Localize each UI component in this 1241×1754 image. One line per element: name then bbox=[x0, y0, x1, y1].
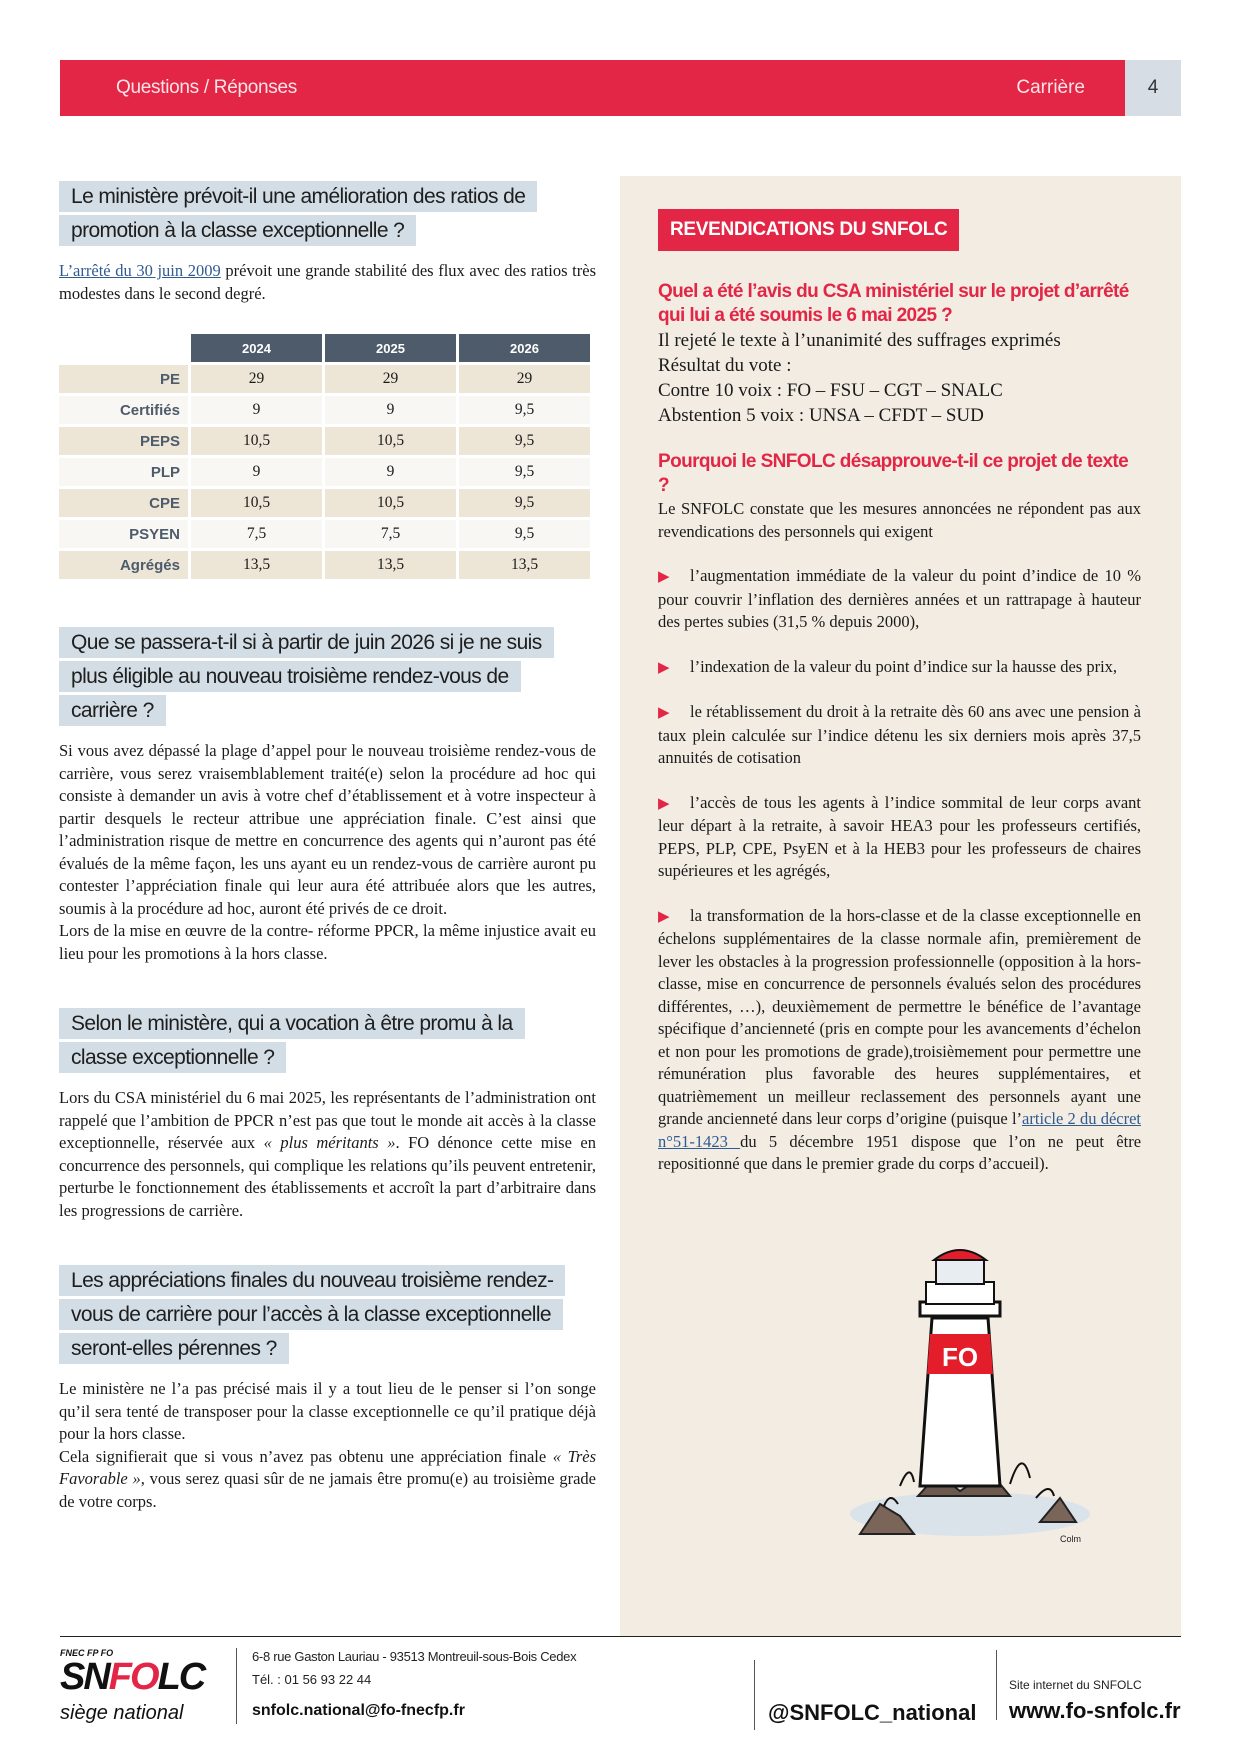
ratio-cell: 9,5 bbox=[459, 458, 590, 486]
fo-label: FO bbox=[941, 1342, 979, 1372]
sidebar-content bbox=[658, 280, 1141, 1176]
ratio-cell: 9,5 bbox=[459, 427, 590, 455]
logo-subtitle: siège national bbox=[60, 1702, 184, 1724]
demand-text: du 5 décembre 1951 dispose que l’on ne peut être repositionné que dans le premier grade du corps d’accueil). bbox=[658, 1131, 1142, 1173]
table-row bbox=[59, 427, 590, 455]
row-label: PE bbox=[59, 365, 188, 393]
question-title: Selon le ministère, qui a vocation à être promu à la classe exceptionnelle ? bbox=[59, 1008, 525, 1073]
demand-text: l’augmentation immédiate de la valeur du point d’indice de 10 % pour couvrir l’inflation des dernières années et un rattrapage à hauteur des pertes subies (31,5 % depuis 2000), bbox=[658, 566, 1141, 631]
question-vocation bbox=[59, 1007, 596, 1222]
logo-federation: FNEC FP FO bbox=[60, 1648, 114, 1658]
ratio-cell: 29 bbox=[325, 365, 456, 393]
answer-paragraph: Le ministère ne l’a pas précisé mais il y a tout lieu de le penser si l’on songe qu’il sera tenté de transposer pour la classe exceptionnelle ce qu’il pratique déjà pour la hors classe. bbox=[59, 1379, 596, 1443]
site-url[interactable]: www.fo-snfolc.fr bbox=[1009, 1698, 1181, 1723]
vote-line: Résultat du vote : bbox=[658, 355, 792, 376]
header-section: Questions / Réponses bbox=[116, 77, 297, 98]
ratio-cell: 10,5 bbox=[191, 489, 322, 517]
demand-text: l’indexation de la valeur du point d’indice sur la hausse des prix, bbox=[690, 656, 1118, 676]
demand-item bbox=[658, 792, 1141, 883]
demand-item bbox=[658, 701, 1141, 770]
triangle-bullet-icon: ▶ bbox=[658, 705, 670, 721]
lantern-shape bbox=[936, 1260, 984, 1284]
ratio-cell: 9 bbox=[325, 458, 456, 486]
table-header-row bbox=[59, 334, 590, 362]
question-title: Le ministère prévoit-il une amélioration des ratios de promotion à la classe exceptionnelle ? bbox=[59, 181, 537, 246]
logo-part: LC bbox=[157, 1656, 205, 1698]
railing-shape bbox=[926, 1282, 994, 1304]
table-row bbox=[59, 365, 590, 393]
footer-separator bbox=[996, 1650, 997, 1720]
row-label: CPE bbox=[59, 489, 188, 517]
ratio-cell: 10,5 bbox=[325, 427, 456, 455]
demand-item bbox=[658, 565, 1141, 634]
ratio-cell: 9,5 bbox=[459, 520, 590, 548]
column-header: 2024 bbox=[191, 334, 322, 362]
ratio-cell: 13,5 bbox=[459, 551, 590, 579]
ratio-cell: 13,5 bbox=[191, 551, 322, 579]
arrete-link[interactable]: L’arrêté du 30 juin 2009 bbox=[59, 261, 221, 280]
quote-text: « plus méritants » bbox=[263, 1133, 396, 1152]
ratio-cell: 29 bbox=[459, 365, 590, 393]
page-footer bbox=[60, 1640, 1181, 1750]
footer-divider bbox=[60, 1636, 1181, 1637]
sidebar-question-title: Quel a été l’avis du CSA ministériel sur le projet d’arrêté qui lui a été soumis le 6 mai 2025 ? bbox=[658, 281, 1129, 326]
vote-line: Contre 10 voix : FO – FSU – CGT – SNALC bbox=[658, 380, 1003, 401]
snfolc-logo bbox=[60, 1656, 204, 1699]
demand-text: le rétablissement du droit à la retraite dès 60 ans avec une pension à taux plein calculée sur l’indice détenu les six derniers mois après 37,5 annuités de cotisation bbox=[658, 702, 1141, 767]
sidebar-intro: Le SNFOLC constate que les mesures annoncées ne répondent pas aux revendications des personnels qui exigent bbox=[658, 499, 1141, 541]
answer-paragraph: Lors de la mise en œuvre de la contre- réforme PPCR, la même injustice avait eu lieu pour les promotions à la hors classe. bbox=[59, 921, 596, 963]
table-corner bbox=[59, 334, 188, 362]
question-title: Que se passera-t-il si à partir de juin 2026 si je ne suis plus éligible au nouveau troisième rendez-vous de carrière ? bbox=[59, 627, 554, 726]
triangle-bullet-icon: ▶ bbox=[658, 795, 670, 812]
lantern-roof bbox=[934, 1250, 986, 1260]
logo-part: SN bbox=[60, 1656, 109, 1698]
triangle-bullet-icon: ▶ bbox=[658, 659, 670, 676]
table-row bbox=[59, 458, 590, 486]
decret-link[interactable]: article 2 du décret n°51-1423 bbox=[658, 1109, 1141, 1151]
ratio-cell: 9 bbox=[191, 396, 322, 424]
table-row bbox=[59, 551, 590, 579]
footer-phone: Tél. : 01 56 93 22 44 bbox=[252, 1672, 372, 1687]
ratio-cell: 7,5 bbox=[191, 520, 322, 548]
ratios-table bbox=[56, 331, 593, 582]
answer-paragraph bbox=[59, 1087, 596, 1222]
header-category: Carrière bbox=[1016, 77, 1085, 98]
row-label: PLP bbox=[59, 458, 188, 486]
ratio-cell: 9,5 bbox=[459, 396, 590, 424]
row-label: PSYEN bbox=[59, 520, 188, 548]
ratio-cell: 29 bbox=[191, 365, 322, 393]
ratio-cell: 13,5 bbox=[325, 551, 456, 579]
demand-item bbox=[658, 656, 1141, 680]
question-answer bbox=[59, 260, 596, 305]
vote-line: Abstention 5 voix : UNSA – CFDT – SUD bbox=[658, 405, 984, 426]
answer-text: Cela signifierait que si vous n’avez pas obtenu une appréciation finale bbox=[59, 1446, 553, 1466]
twitter-handle[interactable]: @SNFOLC_national bbox=[768, 1700, 977, 1725]
revendications-sidebar bbox=[620, 176, 1181, 1636]
page-number: 4 bbox=[1125, 60, 1181, 116]
ratio-cell: 9 bbox=[325, 396, 456, 424]
answer-text: , vous serez quasi sûr de ne jamais être promu(e) au troisième grade de votre corps. bbox=[59, 1469, 596, 1511]
question-eligibility bbox=[59, 626, 596, 965]
page-header bbox=[60, 60, 1181, 116]
footer-address: 6-8 rue Gaston Lauriau - 93513 Montreuil-sous-Bois Cedex bbox=[252, 1649, 577, 1664]
ratios-table-wrap bbox=[59, 331, 596, 582]
vote-line: Il rejeté le texte à l’unanimité des suffrages exprimés bbox=[658, 330, 1061, 351]
column-header: 2025 bbox=[325, 334, 456, 362]
answer-paragraph: Si vous avez dépassé la plage d’appel pour le nouveau troisième rendez-vous de carrière, vous serez vraisemblablement traité(e) selon la procédure ad hoc qui consiste à demander un avis à votre chef d’établissement et à votre inspecteur à partir desquels le recteur attribue une appréciation finale. C’est ainsi que l’administration risque de mettre en concurrence des agents qui n’auront pas été évalués de la même façon, les uns ayant eu un rendez-vous de carrière auront pu contester l’appréciation finale qui leur aura été attribuée alors que les autres, soumis à la procédure ad hoc, auront été privés de ce droit. bbox=[59, 741, 596, 918]
footer-email[interactable]: snfolc.national@fo-fnecfp.fr bbox=[252, 1702, 465, 1719]
quote-text: « Très Favorable » bbox=[59, 1446, 596, 1488]
answer-paragraph bbox=[59, 1446, 596, 1514]
artist-signature: Colm bbox=[1060, 1534, 1082, 1544]
sidebar-question-title: Pourquoi le SNFOLC désapprouve-t-il ce projet de texte ? bbox=[658, 451, 1129, 496]
logo-part: FO bbox=[108, 1656, 158, 1698]
demand-text: la transformation de la hors-classe et de la classe exceptionnelle en échelons supplémentaires de la classe normale afin, premièrement de lever les obstacles à la progression professionnelle (opposition à la hors-classe, mise en concurrence de personnels évalués selon des procédures différentes, …), deuxièmement de permettre le bénéfice de l’avantage spécifique d’ancienneté (pris en compte pour les avancements d’échelon et non pour les promotions de grade),troisièmement pour permettre une rémunération plus favorable des heures supplémentaires, et quatrièmement un meilleur reclassement des personnels ayant une grande ancienneté dans leur corps d’origine (puisque l’ bbox=[658, 905, 1141, 1128]
table-row bbox=[59, 489, 590, 517]
row-label: PEPS bbox=[59, 427, 188, 455]
table-row bbox=[59, 396, 590, 424]
question-perennity bbox=[59, 1264, 596, 1513]
answer-text: . FO dénonce cette mise en concurrence des personnels, qui complique les relations qu’ils peuvent entretenir, perturbe le fonctionnement des établissements et accroît la part d’arbitraire dans les progressions de carrière. bbox=[59, 1133, 597, 1220]
ratio-cell: 10,5 bbox=[191, 427, 322, 455]
row-label: Agrégés bbox=[59, 551, 188, 579]
lighthouse-illustration bbox=[840, 1246, 1100, 1556]
ratio-cell: 10,5 bbox=[325, 489, 456, 517]
demand-item bbox=[658, 905, 1141, 1176]
answer-text: prévoit une grande stabilité des flux avec des ratios très modestes dans le second degré. bbox=[59, 261, 596, 303]
demand-text: l’accès de tous les agents à l’indice sommital de leur corps avant leur départ à la retraite, à savoir HEA3 pour les professeurs certifiés, PEPS, PLP, CPE, PsyEN et à la HEB3 pour les professeurs de chaires supérieures et les agrégés, bbox=[658, 792, 1141, 880]
column-header: 2026 bbox=[459, 334, 590, 362]
ratio-cell: 7,5 bbox=[325, 520, 456, 548]
answer-text: Lors du CSA ministériel du 6 mai 2025, les représentants de l’administration ont rappelé que l’ambition de PPCR n’est pas que tout le monde ait accès à la classe exceptionnelle, réservée aux bbox=[59, 1088, 596, 1152]
question-title: Les appréciations finales du nouveau troisième rendez-vous de carrière pour l’accès à la classe exceptionnelle seront-elles pérennes ? bbox=[59, 1265, 565, 1364]
question-ratios bbox=[59, 180, 596, 305]
footer-separator bbox=[754, 1660, 755, 1730]
row-label: Certifiés bbox=[59, 396, 188, 424]
revendications-badge: REVENDICATIONS DU SNFOLC bbox=[658, 209, 959, 251]
ratio-cell: 9,5 bbox=[459, 489, 590, 517]
triangle-bullet-icon: ▶ bbox=[658, 569, 670, 585]
left-column bbox=[59, 180, 596, 1521]
triangle-bullet-icon: ▶ bbox=[658, 908, 670, 925]
ratio-cell: 9 bbox=[191, 458, 322, 486]
table-row bbox=[59, 520, 590, 548]
footer-separator bbox=[236, 1648, 237, 1724]
site-label: Site internet du SNFOLC bbox=[1009, 1678, 1142, 1692]
